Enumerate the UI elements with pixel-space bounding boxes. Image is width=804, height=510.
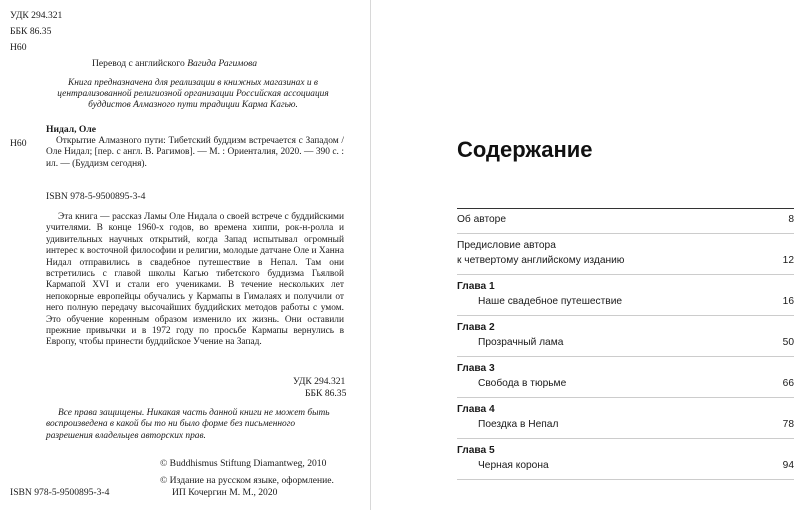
- copyright-page: [0, 0, 371, 510]
- chapter-label: Глава 3: [457, 363, 495, 374]
- book-abstract: Эта книга — рассказ Ламы Оле Нидала о своей встрече с буддийскими учителями. В конце 1960-х годов, во времена хиппи, рок-н-ролла и удивительных научных открытий, когда Запад испытывал огромный интерес к восточной философии и религии, молодые датчане Оле и Ханна Нидал отправились в свадебное путешествие в Непал. Там они встретились с главой школы Кагью тибетского буддизма Гьялвой Кармапой XVI и стали его учениками. В течение нескольких лет непокорные европейцы обучались у Кармапы в Гималаях и получили от него полную передачу высочайших буддийских методов работы с умом. Это обучение коренным образом изменило их жизнь. Они оставили прежние привычки и в 1972 году по просьбе Кармапы вернулись в Европу, чтобы принести буддийское Учение на Запад.: [46, 212, 344, 348]
- chapter-page: 78: [782, 419, 794, 430]
- chapter-title: Свобода в тюрьме: [478, 378, 567, 389]
- isbn-bottom: ISBN 978-5-9500895-3-4: [10, 487, 110, 498]
- chapter-label: Глава 2: [457, 322, 495, 333]
- rights-notice: Все права защищены. Никакая часть данной книги не может быть воспроизведена в какой бы то ни было форме без письменного разрешения владельцев авторских прав.: [46, 408, 330, 441]
- translation-credit: [92, 58, 257, 70]
- toc-divider: [457, 479, 794, 480]
- chapter-page: 16: [782, 296, 794, 307]
- copyright-original: © Buddhismus Stiftung Diamantweg, 2010: [160, 458, 327, 469]
- toc-divider: [457, 233, 794, 234]
- bbk-code: ББК 86.35: [10, 26, 52, 37]
- toc-entry-page: 8: [788, 214, 794, 225]
- cutter-code: Н60: [10, 42, 27, 53]
- chapter-title: Поездка в Непал: [478, 419, 559, 430]
- chapter-page: 66: [782, 378, 794, 389]
- translation-prefix: Перевод с английского: [92, 58, 188, 69]
- chapter-title: Прозрачный лама: [478, 337, 564, 348]
- chapter-label: Глава 1: [457, 281, 495, 292]
- toc-entry-title: Об авторе: [457, 214, 506, 225]
- cutter-code-side: Н60: [10, 138, 27, 149]
- chapter-page: 94: [782, 460, 794, 471]
- chapter-label: Глава 4: [457, 404, 495, 415]
- chapter-title: Наше свадебное путешествие: [478, 296, 623, 307]
- toc-entry-title: Предисловие автора: [457, 240, 556, 251]
- isbn: ISBN 978-5-9500895-3-4: [46, 191, 146, 202]
- page-title: Содержание: [457, 137, 593, 162]
- bibliographic-entry: Открытие Алмазного пути: Тибетский буддизм встречается с Западом / Оле Нидал; [пер. с англ. В. Рагимов]. — М. : Ориенталия, 2020. — 390 с. : ил. — (Буддизм сегодня).: [46, 136, 344, 169]
- udk-code-bottom: УДК 294.321: [293, 376, 346, 387]
- chapter-title: Черная корона: [478, 460, 549, 471]
- toc-entry-title-cont: к четвертому английскому изданию: [457, 255, 625, 266]
- toc-entry-page: 12: [782, 255, 794, 266]
- toc-divider: [457, 274, 794, 275]
- toc-divider: [457, 438, 794, 439]
- copyright-publisher: ИП Кочергин М. М., 2020: [172, 487, 278, 498]
- author-heading: Нидал, Оле: [46, 124, 97, 135]
- toc-divider: [457, 356, 794, 357]
- chapter-page: 50: [782, 337, 794, 348]
- udk-code: УДК 294.321: [10, 10, 63, 21]
- toc-divider: [457, 315, 794, 316]
- annotation: Книга предназначена для реализации в книжных магазинах и в централизованной религиозной организации Российская ассоциация буддистов Алмазного пути традиции Карма Кагью.: [57, 78, 329, 111]
- toc-top-divider: [457, 208, 794, 209]
- chapter-label: Глава 5: [457, 445, 495, 456]
- toc-divider: [457, 397, 794, 398]
- copyright-russian: © Издание на русском языке, оформление.: [160, 475, 334, 486]
- translator-name: Вагида Рагимова: [187, 58, 258, 69]
- bbk-code-bottom: ББК 86.35: [305, 388, 347, 399]
